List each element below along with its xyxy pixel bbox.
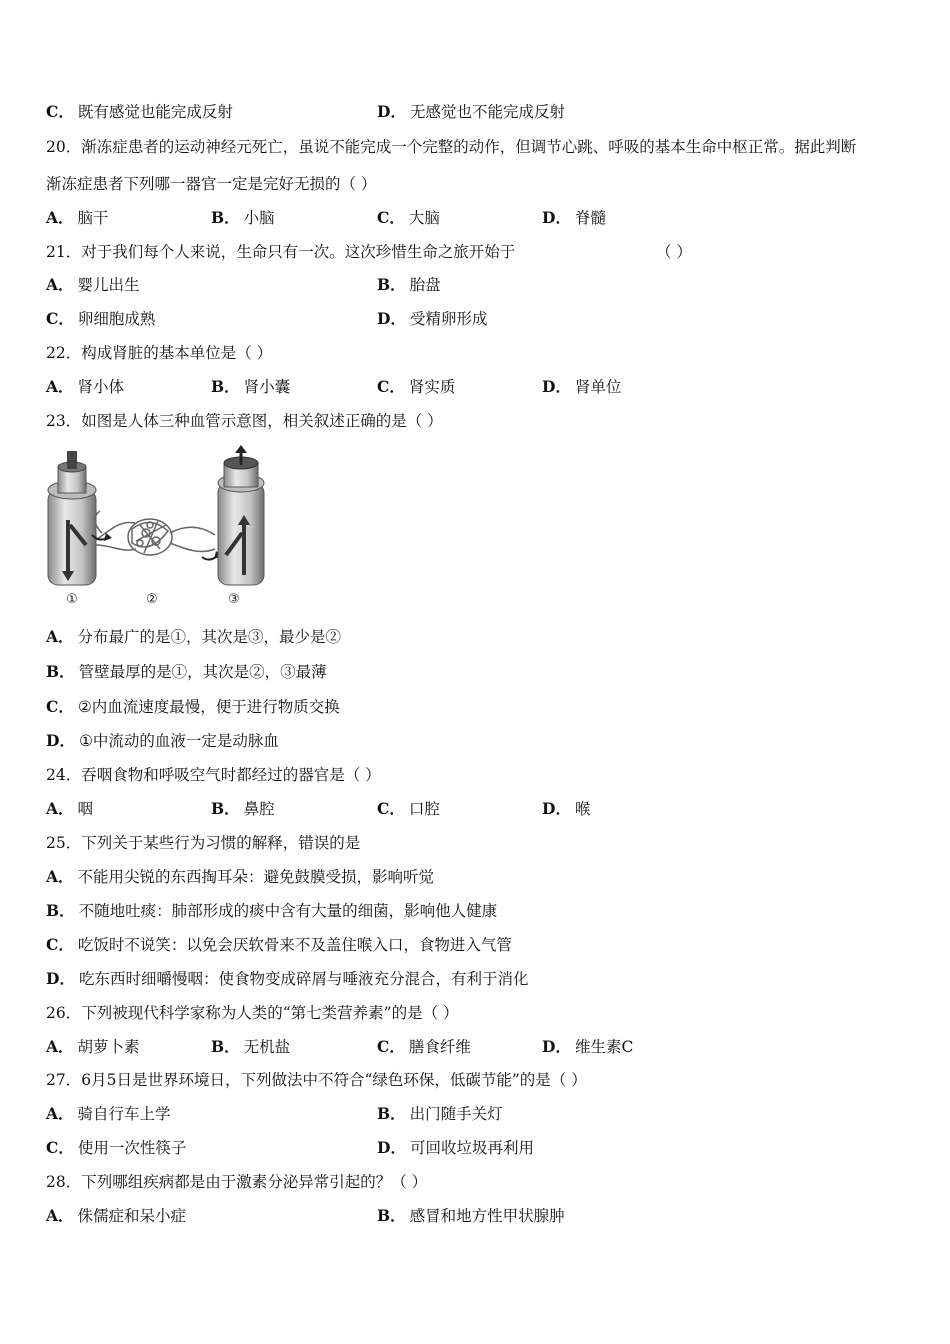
option-label: B． [377,1206,406,1225]
q21-stem: 21．对于我们每个人来说，生命只有一次。这次珍惜生命之旅开始于 [46,243,516,261]
q23-option-b[interactable] [46,661,327,683]
q21-option-b[interactable] [377,274,441,296]
option-text: 肾小体 [77,378,125,396]
option-text: 肾实质 [408,378,456,396]
option-text: 出门随手关灯 [409,1105,503,1123]
q20-option-a[interactable] [46,207,109,229]
option-label: D． [542,799,571,818]
q24-option-b[interactable] [211,798,275,820]
option-label: A． [46,377,74,396]
option-label: D． [46,969,75,988]
option-label: C． [46,697,74,716]
q23-option-c[interactable] [46,696,340,718]
q25-option-b[interactable] [46,900,497,922]
q22-option-a[interactable] [46,376,124,398]
option-label: A． [46,867,74,886]
option-label: D． [377,102,406,121]
q28-stem: 28．下列哪组疾病都是由于激素分泌异常引起的？（ ） [46,1173,428,1191]
option-label: D． [46,731,75,750]
option-label: A． [46,627,74,646]
q23-stem: 23．如图是人体三种血管示意图，相关叙述正确的是（ ） [46,412,443,430]
option-text: 小脑 [243,209,275,227]
option-label: B． [211,1037,240,1056]
q25-option-d[interactable] [46,968,528,990]
option-text: 侏儒症和呆小症 [77,1207,187,1225]
q27-option-b[interactable] [377,1103,503,1125]
option-text: 无感觉也不能完成反射 [409,103,565,121]
q21-answer-paren: （ ） [656,243,692,261]
option-text: 骑自行车上学 [77,1105,171,1123]
q20-stem-line1: 20．渐冻症患者的运动神经元死亡，虽说不能完成一个完整的动作，但调节心跳、呼吸的基本生命中枢正常。据此判断 [46,138,857,156]
option-label: D． [542,377,571,396]
q28-option-a[interactable] [46,1205,186,1227]
option-text: 胎盘 [409,276,441,294]
q19-option-d[interactable] [377,101,565,123]
option-label: D． [377,1138,406,1157]
q22-stem: 22．构成肾脏的基本单位是（ ） [46,344,273,362]
option-text: 婴儿出生 [77,276,140,294]
q27-option-d[interactable] [377,1137,534,1159]
blood-vessel-figure [40,445,280,610]
option-label: B． [46,662,75,681]
q20-option-c[interactable] [377,207,440,229]
vein-drawing [218,445,264,585]
option-label: A． [46,1037,74,1056]
q25-option-c[interactable] [46,934,512,956]
q27-option-c[interactable] [46,1137,186,1159]
q24-option-d[interactable] [542,798,590,820]
option-label: C． [46,1138,74,1157]
option-text: 胡萝卜素 [77,1038,140,1056]
figure-label-1: ① [66,592,78,607]
option-text: 肾小囊 [243,378,291,396]
option-label: B． [211,377,240,396]
option-label: C． [377,377,405,396]
option-text: 不能用尖锐的东西掏耳朵：避免鼓膜受损，影响听觉 [77,868,435,886]
artery-drawing [48,451,96,585]
option-label: D． [542,1037,571,1056]
q22-option-d[interactable] [542,376,621,398]
q28-option-b[interactable] [377,1205,565,1227]
option-label: A． [46,1104,74,1123]
option-label: A． [46,1206,74,1225]
option-text: 吃饭时不说笑：以免会厌软骨来不及盖住喉入口，食物进入气管 [77,936,512,954]
option-label: B． [377,275,406,294]
option-text: 吃东西时细嚼慢咽：使食物变成碎屑与唾液充分混合，有利于消化 [78,970,529,988]
option-text: 感冒和地方性甲状腺肿 [409,1207,565,1225]
option-text: 管壁最厚的是①，其次是②，③最薄 [78,663,327,681]
option-label: D． [542,208,571,227]
option-label: C． [377,208,405,227]
capillary-drawing [95,511,228,555]
option-label: A． [46,275,74,294]
figure-label-3: ③ [228,592,240,607]
option-text: 大脑 [408,209,440,227]
option-label: C． [46,935,74,954]
option-text: 肾单位 [574,378,622,396]
option-label: A． [46,799,74,818]
option-text: 维生素C [574,1038,634,1056]
q23-option-d[interactable] [46,730,279,752]
option-text: 既有感觉也能完成反射 [77,103,233,121]
q20-option-d[interactable] [542,207,606,229]
q21-option-d[interactable] [377,308,487,330]
option-text: 脑干 [77,209,109,227]
option-text: 口腔 [408,800,440,818]
option-label: B． [211,799,240,818]
option-text: ②内血流速度最慢，便于进行物质交换 [77,698,340,716]
q25-option-a[interactable] [46,866,434,888]
option-text: 喉 [574,800,591,818]
option-label: C． [46,102,74,121]
q26-option-b[interactable] [211,1036,290,1058]
option-label: C． [377,1037,405,1056]
option-text: 咽 [77,800,94,818]
option-label: B． [46,901,75,920]
q21-option-a[interactable] [46,274,140,296]
option-text: ①中流动的血液一定是动脉血 [78,732,279,750]
option-text: 卵细胞成熟 [77,310,156,328]
option-label: B． [377,1104,406,1123]
q27-option-a[interactable] [46,1103,171,1125]
option-text: 脊髓 [574,209,606,227]
option-label: C． [46,309,74,328]
q26-option-c[interactable] [377,1036,471,1058]
option-label: B． [211,208,240,227]
q26-stem: 26．下列被现代科学家称为人类的“第七类营养素”的是（ ） [46,1004,459,1022]
q24-stem: 24．吞咽食物和呼吸空气时都经过的器官是（ ） [46,766,381,784]
option-label: C． [377,799,405,818]
q19-option-c[interactable] [46,101,233,123]
q22-option-b[interactable] [211,376,290,398]
q26-option-d[interactable] [542,1036,633,1058]
q22-option-c[interactable] [377,376,455,398]
q23-option-a[interactable] [46,626,341,648]
option-text: 不随地吐痰：肺部形成的痰中含有大量的细菌，影响他人健康 [78,902,498,920]
q25-stem: 25．下列关于某些行为习惯的解释，错误的是 [46,834,361,852]
q20-option-b[interactable] [211,207,275,229]
option-text: 膳食纤维 [408,1038,471,1056]
figure-label-2: ② [146,592,158,607]
option-text: 鼻腔 [243,800,275,818]
q21-option-c[interactable] [46,308,155,330]
q20-stem-line2: 渐冻症患者下列哪一器官一定是完好无损的（ ） [46,175,377,193]
option-text: 可回收垃圾再利用 [409,1139,534,1157]
option-text: 受精卵形成 [409,310,488,328]
option-label: A． [46,208,74,227]
q27-stem: 27．6月5日是世界环境日，下列做法中不符合“绿色环保，低碳节能”的是（ ） [46,1071,587,1089]
q26-option-a[interactable] [46,1036,140,1058]
option-text: 使用一次性筷子 [77,1139,187,1157]
q24-option-a[interactable] [46,798,93,820]
q24-option-c[interactable] [377,798,440,820]
option-text: 分布最广的是①，其次是③，最少是② [77,628,342,646]
option-text: 无机盐 [243,1038,291,1056]
option-label: D． [377,309,406,328]
